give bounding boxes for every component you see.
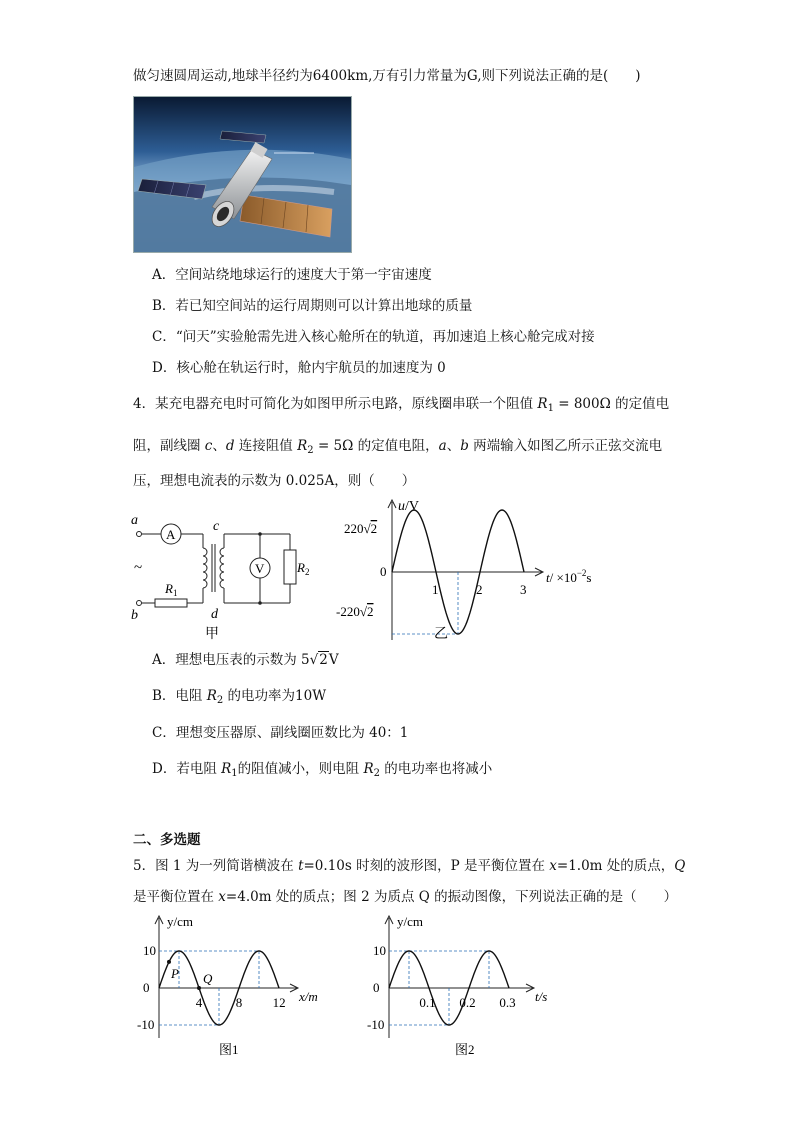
q4-option-b: B．电阻 $R_2$ 的电功率为10W [152,688,327,706]
y-tick: 0 [373,980,380,995]
q4-option-a: A．理想电压表的示数为 5√2V [152,652,339,668]
terminal-b-label: b [131,608,138,623]
q4-option-d: D．若电阻 $R_1$的阻值减小，则电阻 $R_2$ 的电功率也将减小 [152,761,493,779]
circuit-caption: 甲 [205,627,219,642]
x-tick: 0.2 [459,995,476,1010]
w-chart-caption: 图1 [219,1042,239,1057]
space-station-illustration [134,97,351,252]
coil-c-label: c [213,519,220,534]
transformer-circuit-diagram [125,500,310,645]
y-tick: -10 [367,1017,385,1032]
coil-d-label: d [211,607,218,622]
space-station-photo [133,96,352,253]
voltmeter-symbol: V [255,561,265,576]
u-chart-caption: 乙 [434,627,448,642]
u-x-tick: 3 [520,582,527,597]
q4-stem-line3: 压，理想电流表的示数为 0.025A，则（ ） [133,473,416,489]
q3-option-d: D．核心舱在轨运行时，舱内宇航员的加速度为 0 [152,360,446,376]
v-chart-caption: 图2 [455,1042,475,1057]
q3-option-c: C．“问天”实验舱需先进入核心舱所在的轨道，再加速追上核心舱完成对接 [152,329,595,345]
v-y-axis-label: y/cm [397,914,423,929]
q3-option-b: B．若已知空间站的运行周期则可以计算出地球的质量 [152,298,473,314]
x-tick: 0.3 [499,995,516,1010]
x-tick: 8 [235,995,243,1010]
voltage-time-chart [330,490,620,650]
y-tick: -10 [137,1017,155,1032]
w-x-axis-label: x/m [299,989,318,1004]
q3-option-a: A．空间站绕地球运行的速度大于第一宇宙速度 [152,267,432,283]
x-tick: 12 [272,995,286,1010]
q4-stem-line1: 4．某充电器充电时可简化为如图甲所示电路，原线圈串联一个阻值 $R_1 = 800\Omega$ 的定值电 [133,396,670,414]
u-trough-label: -220√2 [336,604,374,619]
r1-label: $R_1$ [165,581,178,598]
point-q [197,986,201,990]
u-axis-label: u/V [398,499,419,514]
x-tick: 0.1 [419,995,436,1010]
ac-source-symbol: ~ [134,560,143,576]
y-tick: 0 [143,980,150,995]
point-q-label: Q [203,971,213,986]
q4-stem-line2: 阻，副线圈 c、d 连接阻值 $R_2 = 5\Omega$ 的定值电阻，a、b 两端输入如图乙所示正弦交流电 [133,438,663,456]
point-p [167,960,171,964]
section-title: 二、多选题 [133,832,201,848]
u-peak-label: 220√2 [344,521,378,536]
terminal-a-label: a [131,513,138,528]
y-tick: 10 [143,943,156,958]
x-tick: 4 [195,995,203,1010]
q5-stem-line2: 是平衡位置在 x=4.0m 处的质点；图 2 为质点 Q 的振动图像，下列说法正确的是（ ） [133,889,678,905]
q3-stem-tail: 做匀速圆周运动,地球半径约为6400km,万有引力常量为G,则下列说法正确的是( ) [133,68,641,84]
t-axis-label: $t/ \times 10^{-2}s$ [546,568,592,585]
vibration-chart-figure2 [365,910,575,1060]
r2-label: $R_2$ [297,560,310,577]
wave-chart-figure1 [135,910,335,1060]
q4-option-c: C．理想变压器原、副线圈匝数比为 40：1 [152,725,409,741]
q5-stem-line1: 5．图 1 为一列简谐横波在 t=0.10s 时刻的波形图，P 是平衡位置在 x=1.0m 处的质点，Q [133,858,686,874]
y-tick: 10 [373,943,386,958]
point-p-label: P [171,965,179,981]
v-x-axis-label: t/s [535,989,548,1004]
ammeter-symbol: A [166,527,176,542]
u-origin-label: 0 [380,564,387,579]
w-y-axis-label: y/cm [167,914,193,929]
u-x-tick: 1 [432,582,439,597]
u-x-tick: 2 [476,582,483,597]
